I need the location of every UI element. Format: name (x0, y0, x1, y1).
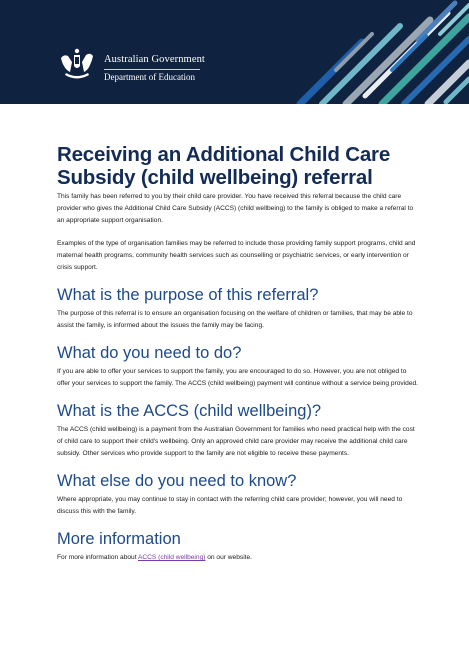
paragraph-more-information (57, 552, 419, 564)
heading-more-information: More information (57, 530, 181, 548)
header-banner (0, 0, 469, 104)
paragraph-what-else: Where appropriate, you may continue to stay in contact with the referring child care provider; however, you will need to discuss this with the family. (57, 496, 403, 515)
heading-what-is-accs: What is the ACCS (child wellbeing)? (57, 402, 322, 420)
coat-of-arms-icon (58, 46, 96, 82)
more-info-text-before: For more information about (57, 554, 138, 561)
government-name: Australian Government (104, 54, 205, 65)
more-info-text-after: on our website. (205, 554, 252, 561)
document-title (57, 143, 419, 189)
title-line-2: Subsidy (child wellbeing) referral (57, 166, 373, 189)
intro-paragraph-1: This family has been referred to you by their child care provider. You have received this referral because the child care provider who gives the Additional Child Care Subsidy (ACCS) (child wellbeing) to the family is obliged to make a referral to an appropriate support organisation. (57, 193, 414, 224)
header-divider (104, 69, 200, 70)
heading-purpose: What is the purpose of this referral? (57, 286, 319, 304)
paragraph-purpose: The purpose of this referral is to ensure an organisation focusing on the welfare of children or families, that may be able to assist the family, is informed about the issues the family may be facing. (57, 310, 413, 329)
intro-paragraph-2: Examples of the type of organisation families may be referred to include those providing family support programs, child and maternal health programs, community health services such as counselling or psychiatric services, or early intervention or crisis support. (57, 240, 416, 271)
document-body (57, 143, 419, 564)
heading-what-else: What else do you need to know? (57, 472, 297, 490)
paragraph-what-to-do: If you are able to offer your services to support the family, you are encouraged to do so. However, you are not obliged to offer your services to support the family. The ACCS (child wellbeing) payment will continue without a service being provided. (57, 368, 419, 387)
accs-child-wellbeing-link[interactable]: ACCS (child wellbeing) (138, 554, 206, 561)
heading-what-to-do: What do you need to do? (57, 344, 242, 362)
paragraph-what-is-accs: The ACCS (child wellbeing) is a payment from the Australian Government for families who need practical help with the cost of child care to support their child's wellbeing. Only an approved child care provider may receive the additional child care subsidy. Other services who provide support to the family are not eligible to receive these payments. (57, 426, 415, 457)
title-line-1: Receiving an Additional Child Care (57, 143, 391, 166)
department-name: Department of Education (104, 72, 195, 82)
